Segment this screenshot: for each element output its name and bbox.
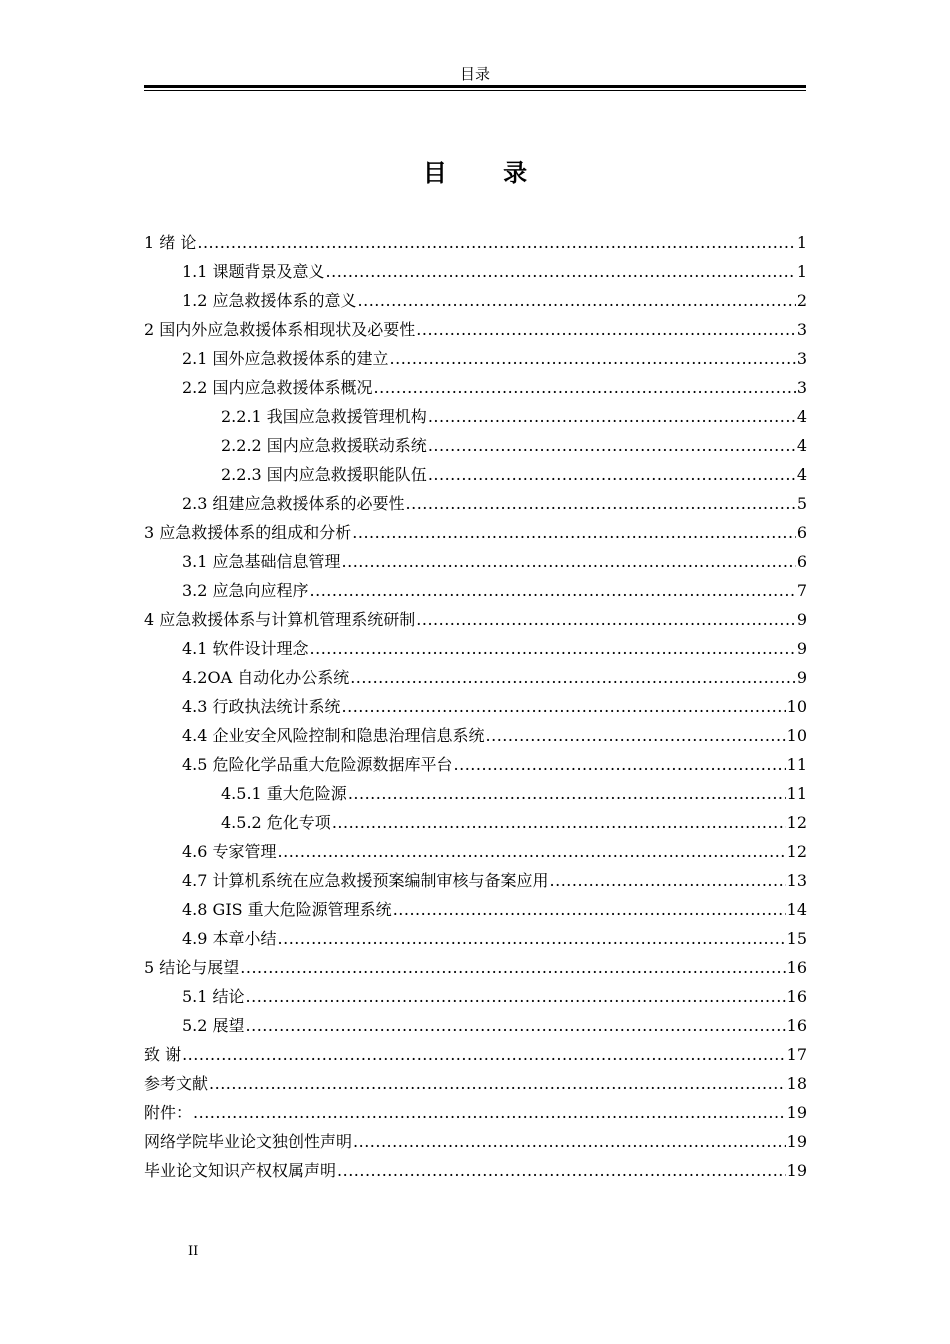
toc-entry[interactable] xyxy=(144,924,807,953)
toc-entry[interactable] xyxy=(144,1069,807,1098)
toc-entry-page: 9 xyxy=(796,610,807,629)
toc-entry-page: 6 xyxy=(796,552,807,571)
toc-entry[interactable] xyxy=(144,1127,807,1156)
toc-entry-label: 3 应急救援体系的组成和分析 xyxy=(144,523,352,542)
toc-leader-dots xyxy=(428,431,796,460)
toc-entry[interactable] xyxy=(144,576,807,605)
toc-entry-page: 3 xyxy=(796,320,807,339)
toc-entry[interactable] xyxy=(144,953,807,982)
toc-leader-dots xyxy=(352,518,796,547)
toc-leader-dots xyxy=(374,373,796,402)
toc-entry-label: 2.2.1 我国应急救援管理机构 xyxy=(221,407,427,426)
toc-leader-dots xyxy=(350,663,796,692)
header-rule-thick xyxy=(144,85,806,88)
toc-entry-label: 4.1 软件设计理念 xyxy=(182,639,309,658)
toc-entry-label: 1.2 应急救援体系的意义 xyxy=(182,291,357,310)
toc-entry-page: 4 xyxy=(796,407,807,426)
toc-leader-dots xyxy=(240,953,785,982)
toc-entry-page: 16 xyxy=(786,958,807,977)
toc-entry-label: 3.1 应急基础信息管理 xyxy=(182,552,341,571)
toc-leader-dots xyxy=(342,547,796,576)
toc-leader-dots xyxy=(416,315,796,344)
toc-entry-page: 12 xyxy=(786,842,807,861)
toc-entry[interactable] xyxy=(144,286,807,315)
toc-entry-page: 19 xyxy=(786,1161,807,1180)
toc-entry[interactable] xyxy=(144,373,807,402)
toc-leader-dots xyxy=(209,1069,786,1098)
toc-entry[interactable] xyxy=(144,402,807,431)
toc-entry-label: 网络学院毕业论文独创性声明 xyxy=(144,1132,353,1151)
toc-entry-page: 1 xyxy=(796,233,807,252)
toc-entry-page: 10 xyxy=(786,726,807,745)
toc-leader-dots xyxy=(342,692,786,721)
toc-leader-dots xyxy=(310,634,796,663)
toc-entry[interactable] xyxy=(144,1040,807,1069)
toc-entry-label: 附件： xyxy=(144,1103,193,1122)
toc-entry-page: 18 xyxy=(786,1074,807,1093)
toc-entry-page: 12 xyxy=(786,813,807,832)
toc-entry-label: 参考文献 xyxy=(144,1074,209,1093)
toc-leader-dots xyxy=(393,895,786,924)
toc-leader-dots xyxy=(337,1156,786,1185)
table-of-contents xyxy=(144,228,807,1185)
toc-leader-dots xyxy=(197,228,795,257)
header-rule-thin xyxy=(144,90,806,91)
toc-entry-page: 3 xyxy=(796,378,807,397)
toc-entry[interactable] xyxy=(144,866,807,895)
toc-entry-label: 4.9 本章小结 xyxy=(182,929,277,948)
toc-entry[interactable] xyxy=(144,518,807,547)
toc-entry[interactable] xyxy=(144,1011,807,1040)
toc-leader-dots xyxy=(348,779,786,808)
toc-leader-dots xyxy=(332,808,786,837)
toc-entry[interactable] xyxy=(144,315,807,344)
toc-leader-dots xyxy=(406,489,796,518)
toc-entry-label: 致 谢 xyxy=(144,1045,182,1064)
toc-entry-label: 1 绪 论 xyxy=(144,233,197,252)
toc-entry-label: 4.4 企业安全风险控制和隐患治理信息系统 xyxy=(182,726,485,745)
toc-entry[interactable] xyxy=(144,721,807,750)
toc-entry[interactable] xyxy=(144,257,807,286)
toc-entry[interactable] xyxy=(144,1098,807,1127)
toc-entry-label: 5.2 展望 xyxy=(182,1016,245,1035)
toc-entry-label: 4.3 行政执法统计系统 xyxy=(182,697,341,716)
toc-leader-dots xyxy=(353,1127,786,1156)
toc-entry-page: 17 xyxy=(786,1045,807,1064)
toc-leader-dots xyxy=(550,866,786,895)
toc-entry-page: 7 xyxy=(796,581,807,600)
toc-entry-label: 4.7 计算机系统在应急救援预案编制审核与备案应用 xyxy=(182,871,549,890)
toc-entry-label: 3.2 应急向应程序 xyxy=(182,581,309,600)
toc-entry-label: 4.5 危险化学品重大危险源数据库平台 xyxy=(182,755,453,774)
toc-entry[interactable] xyxy=(144,692,807,721)
toc-entry-page: 5 xyxy=(796,494,807,513)
toc-entry-label: 2.2.3 国内应急救援职能队伍 xyxy=(221,465,427,484)
toc-entry-page: 4 xyxy=(796,465,807,484)
toc-entry-page: 6 xyxy=(796,523,807,542)
toc-leader-dots xyxy=(310,576,796,605)
toc-entry-label: 2.3 组建应急救援体系的必要性 xyxy=(182,494,405,513)
toc-entry-page: 10 xyxy=(786,697,807,716)
toc-entry-page: 15 xyxy=(786,929,807,948)
toc-entry-page: 3 xyxy=(796,349,807,368)
toc-entry[interactable] xyxy=(144,605,807,634)
toc-entry-page: 13 xyxy=(786,871,807,890)
toc-entry-label: 2.2 国内应急救援体系概况 xyxy=(182,378,373,397)
toc-entry[interactable] xyxy=(144,808,807,837)
toc-entry-label: 4.6 专家管理 xyxy=(182,842,277,861)
toc-entry[interactable] xyxy=(144,460,807,489)
toc-entry-label: 4.2OA 自动化办公系统 xyxy=(182,668,350,687)
toc-leader-dots xyxy=(416,605,796,634)
running-header: 目录 xyxy=(459,65,490,83)
toc-entry-label: 2.2.2 国内应急救援联动系统 xyxy=(221,436,427,455)
toc-entry-label: 1.1 课题背景及意义 xyxy=(182,262,325,281)
toc-leader-dots xyxy=(428,402,796,431)
toc-leader-dots xyxy=(428,460,796,489)
toc-leader-dots xyxy=(326,257,796,286)
toc-entry-label: 4 应急救援体系与计算机管理系统研制 xyxy=(144,610,416,629)
toc-entry[interactable] xyxy=(144,779,807,808)
toc-leader-dots xyxy=(486,721,786,750)
toc-entry[interactable] xyxy=(144,895,807,924)
toc-entry-page: 11 xyxy=(786,784,807,803)
toc-entry[interactable] xyxy=(144,663,807,692)
toc-leader-dots xyxy=(358,286,796,315)
toc-leader-dots xyxy=(246,1011,786,1040)
toc-entry[interactable] xyxy=(144,431,807,460)
toc-entry-page: 16 xyxy=(786,1016,807,1035)
toc-entry-page: 16 xyxy=(786,987,807,1006)
toc-entry-label: 毕业论文知识产权权属声明 xyxy=(144,1161,337,1180)
toc-entry-page: 19 xyxy=(786,1103,807,1122)
toc-entry-label: 2.1 国外应急救援体系的建立 xyxy=(182,349,389,368)
toc-entry[interactable] xyxy=(144,228,807,257)
toc-entry[interactable] xyxy=(144,634,807,663)
toc-entry[interactable] xyxy=(144,489,807,518)
toc-entry-label: 5.1 结论 xyxy=(182,987,245,1006)
toc-entry-page: 14 xyxy=(786,900,807,919)
toc-entry-page: 4 xyxy=(796,436,807,455)
toc-leader-dots xyxy=(278,837,786,866)
toc-entry[interactable] xyxy=(144,344,807,373)
toc-entry[interactable] xyxy=(144,837,807,866)
toc-leader-dots xyxy=(454,750,786,779)
toc-entry[interactable] xyxy=(144,982,807,1011)
toc-leader-dots xyxy=(278,924,786,953)
toc-entry-page: 11 xyxy=(786,755,807,774)
toc-leader-dots xyxy=(182,1040,786,1069)
toc-entry-page: 2 xyxy=(796,291,807,310)
toc-entry[interactable] xyxy=(144,750,807,779)
toc-leader-dots xyxy=(390,344,796,373)
toc-entry-label: 4.8 GIS 重大危险源管理系统 xyxy=(182,900,392,919)
toc-entry-label: 5 结论与展望 xyxy=(144,958,240,977)
toc-entry-page: 1 xyxy=(796,262,807,281)
page-number: II xyxy=(188,1244,199,1259)
toc-entry-label: 4.5.2 危化专项 xyxy=(221,813,331,832)
toc-entry-page: 9 xyxy=(796,668,807,687)
toc-entry-page: 9 xyxy=(796,639,807,658)
toc-entry-label: 4.5.1 重大危险源 xyxy=(221,784,347,803)
toc-leader-dots xyxy=(246,982,786,1011)
toc-entry[interactable] xyxy=(144,1156,807,1185)
toc-entry-page: 19 xyxy=(786,1132,807,1151)
toc-entry[interactable] xyxy=(144,547,807,576)
toc-title: 目 录 xyxy=(422,159,552,187)
toc-entry-label: 2 国内外应急救援体系相现状及必要性 xyxy=(144,320,416,339)
toc-leader-dots xyxy=(193,1098,786,1127)
